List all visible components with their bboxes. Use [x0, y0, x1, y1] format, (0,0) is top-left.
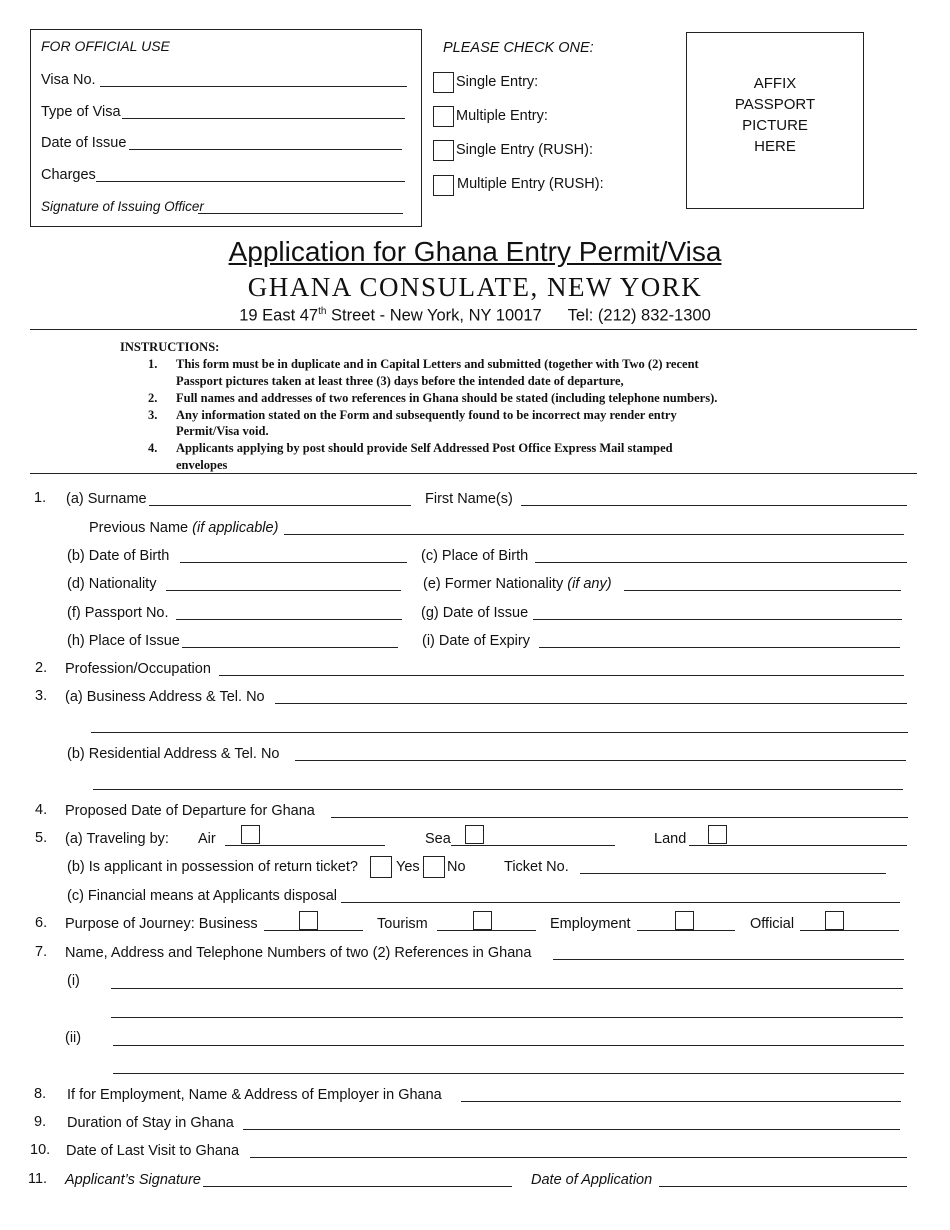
return-ticket-label: (b) Is applicant in possession of return ticket?	[67, 859, 358, 875]
place-of-birth-label: (c) Place of Birth	[421, 548, 529, 564]
official-checkbox[interactable]	[825, 911, 844, 930]
official-date-of-issue-field[interactable]	[129, 149, 402, 150]
instruction-3-line-1: Any information stated on the Form and subsequently found to be incorrect may render entry	[176, 408, 677, 422]
item-10-number: 10.	[30, 1142, 51, 1158]
residential-address-label: (b) Residential Address & Tel. No	[67, 746, 280, 762]
instruction-1-line-2: Passport pictures taken at least three (3) days before the intended date of departure,	[176, 374, 624, 388]
tourism-field[interactable]	[437, 930, 536, 931]
surname-field[interactable]	[149, 505, 411, 506]
passport-line-2: PASSPORT	[734, 96, 816, 113]
header-divider	[30, 329, 917, 330]
ticket-no-label: Ticket No.	[504, 859, 569, 875]
passport-line-1: AFFIX	[753, 75, 797, 92]
reference-i-field-line-2[interactable]	[111, 1017, 903, 1018]
business-address-label: (a) Business Address & Tel. No	[65, 689, 265, 705]
page-title: Application for Ghana Entry Permit/Visa	[228, 236, 722, 267]
visa-no-field[interactable]	[100, 86, 407, 87]
instruction-4-line-1: Applicants applying by post should provide Self Addressed Post Office Express Mail stamped	[176, 441, 673, 455]
item-5-number: 5.	[35, 830, 48, 846]
single-entry-label: Single Entry:	[456, 74, 539, 90]
applicant-signature-field[interactable]	[203, 1186, 512, 1187]
consulate-address	[0, 306, 950, 326]
return-ticket-no-checkbox[interactable]	[423, 856, 445, 878]
former-nationality-note: (if any)	[567, 576, 612, 592]
multiple-entry-rush-label: Multiple Entry (RUSH):	[457, 176, 604, 192]
date-of-expiry-field[interactable]	[539, 647, 900, 648]
previous-name-text: Previous Name	[89, 520, 193, 536]
official-date-of-issue-label: Date of Issue	[41, 135, 127, 151]
financial-means-field[interactable]	[341, 902, 900, 903]
land-label: Land	[654, 831, 687, 847]
consulate-telephone: Tel: (212) 832-1300	[567, 306, 711, 325]
passport-line-4: HERE	[754, 138, 796, 155]
references-field[interactable]	[553, 959, 904, 960]
date-of-application-field[interactable]	[659, 1186, 907, 1187]
air-label: Air	[198, 831, 216, 847]
instruction-3-number: 3.	[148, 408, 158, 422]
passport-line-3: PICTURE	[742, 117, 808, 134]
date-of-birth-field[interactable]	[180, 562, 407, 563]
passport-date-of-issue-label: (g) Date of Issue	[421, 605, 529, 621]
last-visit-label: Date of Last Visit to Ghana	[66, 1143, 240, 1159]
item-9-number: 9.	[34, 1114, 47, 1130]
return-ticket-yes-label: Yes	[396, 859, 420, 875]
official-field[interactable]	[800, 930, 899, 931]
departure-date-label: Proposed Date of Departure for Ghana	[65, 803, 315, 819]
business-address-field-line-2[interactable]	[91, 732, 908, 733]
item-8-number: 8.	[34, 1086, 47, 1102]
passport-picture-instruction	[687, 73, 863, 157]
reference-i-label: (i)	[67, 973, 80, 989]
instruction-3-line-2: Permit/Visa void.	[176, 424, 269, 438]
passport-no-field[interactable]	[176, 619, 402, 620]
first-names-label: First Name(s)	[425, 491, 513, 507]
profession-label: Profession/Occupation	[65, 661, 211, 677]
business-address-field[interactable]	[275, 703, 907, 704]
references-label: Name, Address and Telephone Numbers of two (2) References in Ghana	[65, 945, 532, 961]
former-nationality-label	[423, 575, 612, 593]
surname-label: (a) Surname	[66, 491, 147, 507]
tourism-label: Tourism	[377, 916, 428, 932]
single-entry-checkbox[interactable]	[433, 72, 454, 93]
employment-label: Employment	[550, 916, 631, 932]
employment-checkbox[interactable]	[675, 911, 694, 930]
issuing-officer-signature-field[interactable]	[198, 213, 403, 214]
instructions-divider	[30, 473, 917, 474]
reference-ii-field[interactable]	[113, 1045, 904, 1046]
instruction-2-number: 2.	[148, 391, 158, 405]
instruction-1-line-1: This form must be in duplicate and in Capital Letters and submitted (together with Two (2) recent	[176, 357, 699, 371]
multiple-entry-rush-checkbox[interactable]	[433, 175, 454, 196]
employer-label: If for Employment, Name & Address of Employer in Ghana	[67, 1087, 442, 1103]
financial-means-label: (c) Financial means at Applicants disposal	[67, 888, 337, 904]
reference-ii-field-line-2[interactable]	[113, 1073, 904, 1074]
return-ticket-yes-checkbox[interactable]	[370, 856, 392, 878]
nationality-label: (d) Nationality	[67, 576, 157, 592]
applicant-signature-label: Applicant’s Signature	[65, 1172, 201, 1188]
date-of-expiry-label: (i) Date of Expiry	[422, 633, 530, 649]
multiple-entry-label: Multiple Entry:	[456, 108, 548, 124]
duration-label: Duration of Stay in Ghana	[67, 1115, 234, 1131]
residential-address-field[interactable]	[295, 760, 906, 761]
official-label: Official	[750, 916, 795, 932]
type-of-visa-label: Type of Visa	[41, 104, 121, 120]
reference-ii-label: (ii)	[65, 1030, 82, 1046]
item-2-number: 2.	[35, 660, 48, 676]
item-1-number: 1.	[34, 490, 47, 506]
place-of-issue-field[interactable]	[182, 647, 398, 648]
sea-field[interactable]	[451, 845, 615, 846]
consulate-name: GHANA CONSULATE, NEW YORK	[247, 272, 703, 302]
employment-field[interactable]	[637, 930, 735, 931]
date-of-birth-label: (b) Date of Birth	[67, 548, 170, 564]
official-use-heading: FOR OFFICIAL USE	[41, 38, 170, 54]
ticket-no-field[interactable]	[580, 873, 886, 874]
item-6-number: 6.	[35, 915, 48, 931]
traveling-by-label: (a) Traveling by:	[65, 831, 169, 847]
instruction-4-number: 4.	[148, 441, 158, 455]
former-nationality-text: (e) Former Nationality	[423, 576, 568, 592]
reference-i-field[interactable]	[111, 988, 903, 989]
item-11-number: 11.	[28, 1171, 48, 1187]
sea-label: Sea	[425, 831, 451, 847]
sea-checkbox[interactable]	[465, 825, 484, 844]
business-checkbox[interactable]	[299, 911, 318, 930]
departure-date-field[interactable]	[331, 817, 908, 818]
residential-address-field-line-2[interactable]	[93, 789, 903, 790]
passport-no-label: (f) Passport No.	[67, 605, 169, 621]
employer-field[interactable]	[461, 1101, 901, 1102]
instruction-2-line-1: Full names and addresses of two references in Ghana should be stated (including telephone numbers).	[176, 391, 718, 405]
instruction-1-number: 1.	[148, 357, 158, 371]
item-7-number: 7.	[35, 944, 48, 960]
passport-picture-box	[686, 32, 864, 209]
issuing-officer-signature-label: Signature of Issuing Officer	[41, 199, 204, 214]
item-4-number: 4.	[35, 802, 48, 818]
instructions-heading: INSTRUCTIONS:	[120, 340, 220, 354]
business-field[interactable]	[264, 930, 363, 931]
previous-name-label	[89, 519, 278, 537]
address-ordinal: th	[318, 306, 327, 317]
land-field[interactable]	[689, 845, 907, 846]
single-entry-rush-label: Single Entry (RUSH):	[456, 142, 593, 158]
charges-field[interactable]	[96, 181, 405, 182]
single-entry-rush-checkbox[interactable]	[433, 140, 454, 161]
address-street: Street - New York, NY 10017	[326, 306, 542, 325]
charges-label: Charges	[41, 167, 96, 183]
type-of-visa-field[interactable]	[122, 118, 405, 119]
air-checkbox[interactable]	[241, 825, 260, 844]
first-names-field[interactable]	[521, 505, 907, 506]
air-field[interactable]	[225, 845, 385, 846]
multiple-entry-checkbox[interactable]	[433, 106, 454, 127]
passport-date-of-issue-field[interactable]	[533, 619, 902, 620]
previous-name-note: (if applicable)	[192, 520, 279, 536]
check-one-heading: PLEASE CHECK ONE:	[443, 40, 594, 56]
duration-field[interactable]	[243, 1129, 900, 1130]
last-visit-field[interactable]	[250, 1157, 907, 1158]
profession-field[interactable]	[219, 675, 904, 676]
visa-no-label: Visa No.	[41, 72, 96, 88]
address-street-number: 19 East 47	[239, 306, 319, 325]
place-of-issue-label: (h) Place of Issue	[67, 633, 180, 649]
place-of-birth-field[interactable]	[535, 562, 907, 563]
land-checkbox[interactable]	[708, 825, 727, 844]
former-nationality-field[interactable]	[624, 590, 901, 591]
previous-name-field[interactable]	[284, 534, 904, 535]
purpose-business-label: Purpose of Journey: Business	[65, 916, 258, 932]
instruction-4-line-2: envelopes	[176, 458, 228, 472]
date-of-application-label: Date of Application	[531, 1172, 653, 1188]
return-ticket-no-label: No	[447, 859, 466, 875]
tourism-checkbox[interactable]	[473, 911, 492, 930]
nationality-field[interactable]	[166, 590, 401, 591]
item-3-number: 3.	[35, 688, 48, 704]
